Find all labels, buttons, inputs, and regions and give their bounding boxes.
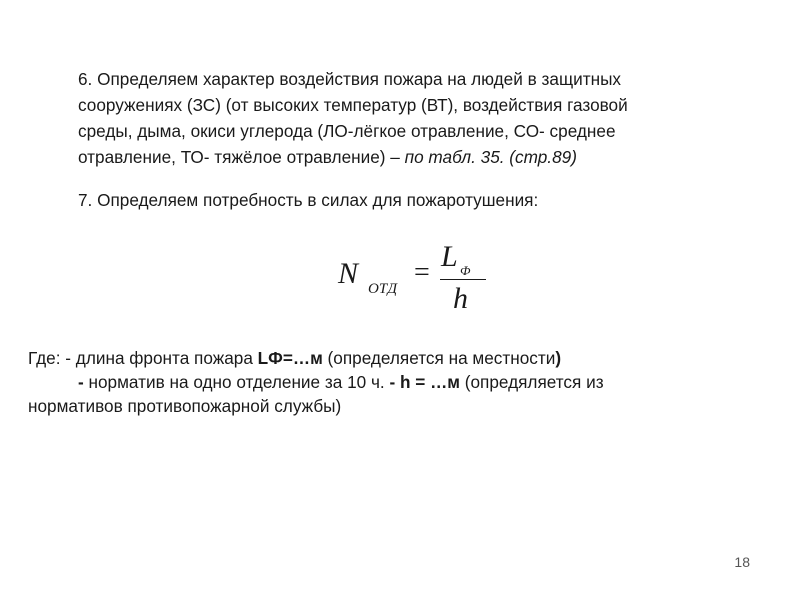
formula <box>336 240 486 318</box>
paragraph-6 <box>78 66 758 170</box>
norm-h-value: - h = …м <box>389 372 460 392</box>
table-reference: по табл. 35. (стр.89) <box>404 147 577 167</box>
formula-denominator: h <box>453 282 468 315</box>
paragraph-6-line-4 <box>78 144 758 170</box>
fraction-bar <box>440 279 486 280</box>
formula-numerator-subscript: Ф <box>460 263 471 278</box>
page-number: 18 <box>734 554 750 570</box>
where-block <box>28 346 748 418</box>
formula-lhs: N <box>338 257 359 290</box>
formula-numerator: L <box>441 240 458 273</box>
where-line-3: нормативов противопожарной службы) <box>28 396 342 416</box>
where-line-2-suffix: (опредяляется из <box>459 372 604 392</box>
paragraph-6-line-4-text: отравление, ТО- тяжёлое отравление) – <box>78 147 405 167</box>
where-line-1-close-paren: ) <box>555 348 562 368</box>
where-line-1-suffix: (определяется на местности <box>322 348 556 368</box>
formula-lhs-subscript: ОТД <box>368 281 398 297</box>
front-length-value: LФ=…м <box>257 348 323 368</box>
paragraph-7: 7. Определяем потребность в силах для пожаротушения: <box>78 190 539 210</box>
where-line-2 <box>28 370 748 394</box>
formula-equals: = <box>414 257 430 288</box>
where-line-2-dash: - <box>78 372 84 392</box>
where-line-1 <box>28 346 748 370</box>
where-line-1-prefix: Где: - длина фронта пожара <box>28 348 258 368</box>
paragraph-6-line-2: сооружениях (ЗС) (от высоких температур (ВТ), воздействия газовой <box>78 95 628 115</box>
paragraph-6-line-3: среды, дыма, окиси углерода (ЛО-лёгкое отравление, СО- среднее <box>78 121 616 141</box>
where-line-2-text: норматив на одно отделение за 10 ч. <box>83 372 390 392</box>
paragraph-6-line-1: 6. Определяем характер воздействия пожара на людей в защитных <box>78 69 622 89</box>
